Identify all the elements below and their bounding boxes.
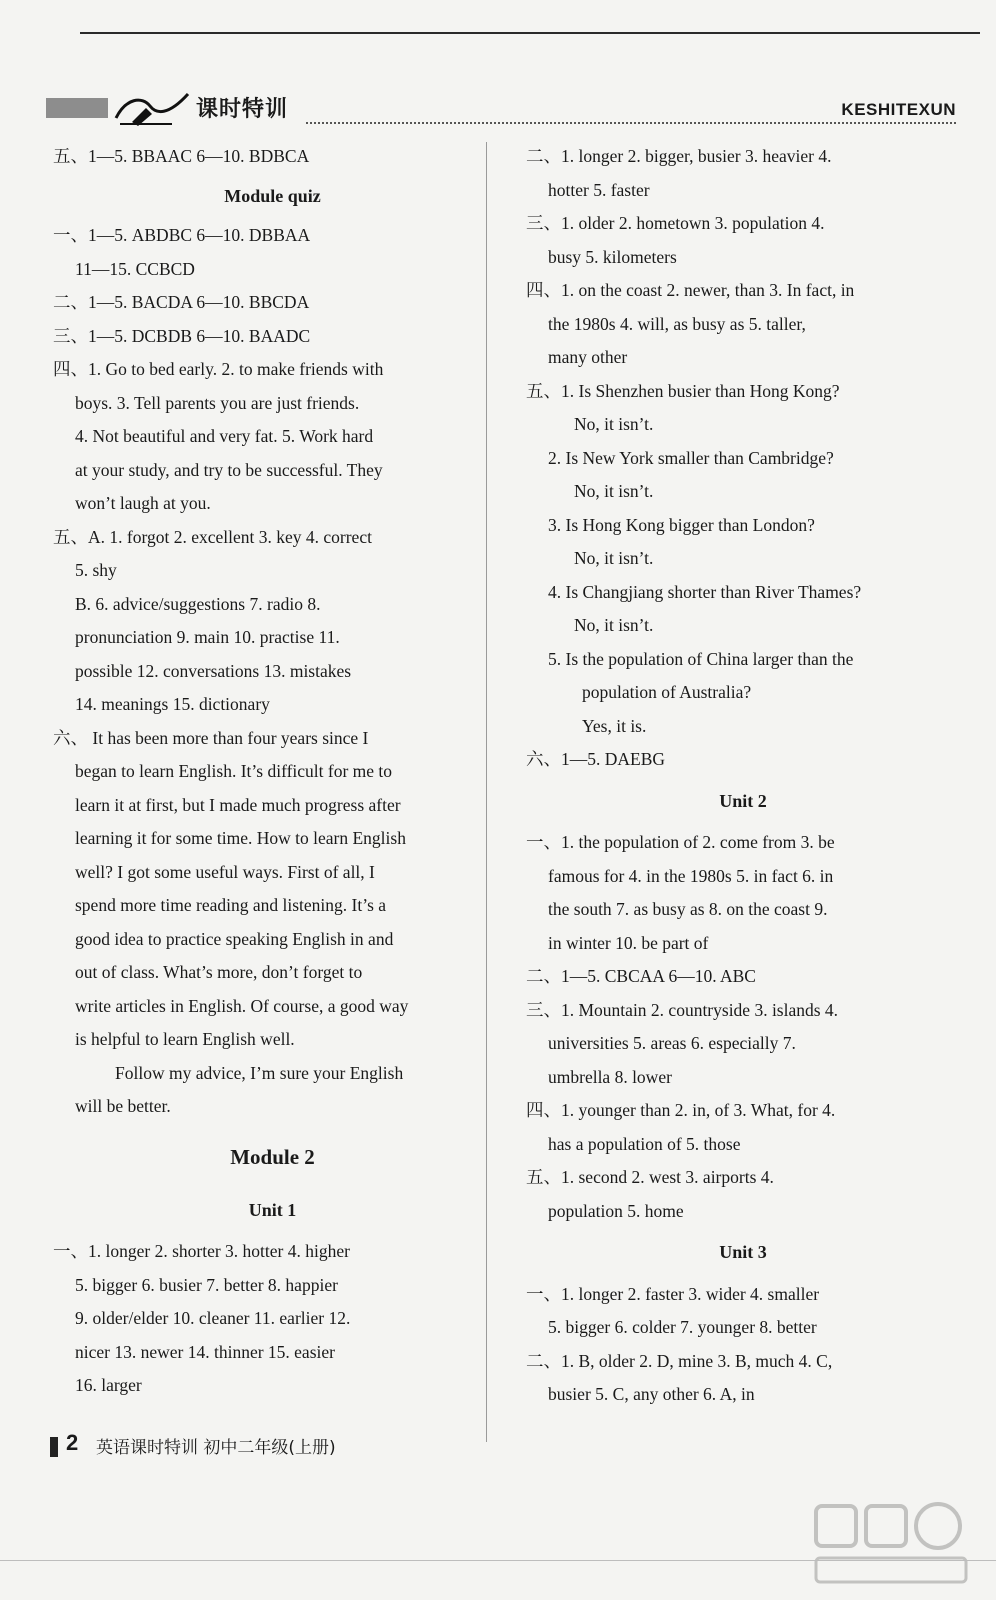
- top-rule: [80, 32, 980, 34]
- answer-line: 二、1. longer 2. bigger, busier 3. heavier 4.: [526, 146, 832, 166]
- essay-line: well? I got some useful ways. First of all, I: [75, 861, 375, 882]
- answer-line: 14. meanings 15. dictionary: [75, 694, 270, 714]
- answer-line: busier 5. C, any other 6. A, in: [548, 1384, 755, 1404]
- answer-line: umbrella 8. lower: [548, 1066, 672, 1087]
- answer-line: pronunciation 9. main 10. practise 11.: [75, 627, 340, 647]
- answer-line: hotter 5. faster: [548, 179, 650, 200]
- answer-line: many other: [548, 347, 628, 367]
- essay-line: learning it for some time. How to learn English: [75, 828, 406, 848]
- answer-line: No, it isn’t.: [574, 615, 654, 635]
- header-brand: KESHITEXUN: [841, 100, 956, 119]
- header-dotted-line: [306, 122, 956, 124]
- answer-line: 二、1—5. CBCAA 6—10. ABC: [526, 966, 756, 986]
- watermark-logo-icon: [812, 1500, 972, 1590]
- header-title: 课时特训: [196, 97, 289, 122]
- answer-line: famous for 4. in the 1980s 5. in fact 6. in: [548, 865, 834, 886]
- answer-line: the south 7. as busy as 8. on the coast 9.: [548, 899, 828, 919]
- essay-line: will be better.: [75, 1096, 171, 1116]
- answer-line: Yes, it is.: [582, 715, 647, 736]
- essay-line: write articles in English. Of course, a good way: [75, 995, 409, 1016]
- essay-line: 六、 It has been more than four years since I: [53, 727, 369, 748]
- bottom-rule: [0, 1560, 996, 1561]
- page-number: 2: [66, 1430, 79, 1455]
- page-header: [46, 86, 956, 130]
- essay-line: is helpful to learn English well.: [75, 1029, 295, 1049]
- answer-line: 5. bigger 6. colder 7. younger 8. better: [548, 1317, 817, 1337]
- answer-line: 三、1—5. DCBDB 6—10. BAADC: [53, 325, 311, 346]
- answer-line: 11—15. CCBCD: [75, 258, 195, 279]
- answer-line: 五、A. 1. forgot 2. excellent 3. key 4. correct: [53, 526, 372, 547]
- answer-line: 5. shy: [75, 560, 117, 580]
- answer-line: has a population of 5. those: [548, 1133, 741, 1154]
- answer-line: No, it isn’t.: [574, 481, 654, 501]
- answer-line: 四、1. younger than 2. in, of 3. What, for 4.: [526, 1100, 836, 1120]
- module-title: Module 2: [230, 1144, 315, 1169]
- answer-line: 六、1—5. DAEBG: [526, 749, 666, 769]
- footer-book-title: 英语课时特训 初中二年级(上册): [96, 1438, 336, 1458]
- answer-line: boys. 3. Tell parents you are just friends.: [75, 392, 360, 413]
- answer-line: 一、1. the population of 2. come from 3. be: [526, 832, 835, 852]
- essay-line: Follow my advice, I’m sure your English: [115, 1062, 404, 1083]
- essay-line: began to learn English. It’s difficult for me to: [75, 761, 393, 781]
- answer-line: 5. bigger 6. busier 7. better 8. happier: [75, 1274, 338, 1295]
- answer-line: 二、1. B, older 2. D, mine 3. B, much 4. C,: [526, 1350, 833, 1371]
- question-line: 2. Is New York smaller than Cambridge?: [548, 447, 834, 468]
- answer-line: 一、1. longer 2. faster 3. wider 4. smaller: [526, 1283, 820, 1304]
- question-line: 5. Is the population of China larger than the: [548, 648, 854, 669]
- answer-line: No, it isn’t.: [574, 548, 654, 568]
- answer-line: 四、1. on the coast 2. newer, than 3. In fact, in: [526, 280, 855, 300]
- answer-line: won’t laugh at you.: [75, 493, 211, 513]
- question-line: 五、1. Is Shenzhen busier than Hong Kong?: [526, 380, 840, 401]
- answer-line: 三、1. Mountain 2. countryside 3. islands 4.: [526, 999, 839, 1020]
- module-quiz-title: Module quiz: [224, 185, 321, 206]
- essay-line: spend more time reading and listening. It’s a: [75, 895, 387, 915]
- answer-line: 9. older/elder 10. cleaner 11. earlier 12.: [75, 1308, 351, 1328]
- answer-line: the 1980s 4. will, as busy as 5. taller,: [548, 313, 806, 334]
- answer-line: at your study, and try to be successful. They: [75, 459, 383, 480]
- essay-line: out of class. What’s more, don’t forget to: [75, 962, 363, 982]
- answer-line: busy 5. kilometers: [548, 246, 677, 267]
- answer-line: 一、1. longer 2. shorter 3. hotter 4. higher: [53, 1241, 350, 1261]
- answer-line: 二、1—5. BACDA 6—10. BBCDA: [53, 292, 310, 312]
- answer-line: universities 5. areas 6. especially 7.: [548, 1033, 796, 1053]
- answer-line: 4. Not beautiful and very fat. 5. Work hard: [75, 426, 374, 446]
- answer-line: 一、1—5. ABDBC 6—10. DBBAA: [53, 225, 311, 245]
- essay-line: good idea to practice speaking English in and: [75, 928, 394, 949]
- answer-line: 五、1. second 2. west 3. airports 4.: [526, 1167, 774, 1187]
- footer-bar: [50, 1437, 58, 1457]
- answer-line: 五、1—5. BBAAC 6—10. BDBCA: [53, 146, 310, 166]
- question-line: population of Australia?: [582, 682, 752, 702]
- right-column: [526, 140, 938, 1412]
- answer-line: nicer 13. newer 14. thinner 15. easier: [75, 1341, 335, 1362]
- answer-line: possible 12. conversations 13. mistakes: [75, 660, 352, 681]
- pen-logo-icon: [112, 88, 192, 128]
- question-line: 3. Is Hong Kong bigger than London?: [548, 514, 815, 535]
- page-footer: [50, 1430, 380, 1460]
- unit-title: Unit 2: [719, 790, 767, 811]
- answer-line: 四、1. Go to bed early. 2. to make friends with: [53, 359, 384, 379]
- header-gray-block: [46, 98, 108, 118]
- answer-line: population 5. home: [548, 1200, 684, 1221]
- answer-line: B. 6. advice/suggestions 7. radio 8.: [75, 593, 321, 614]
- essay-line: learn it at first, but I made much progress after: [75, 794, 401, 815]
- left-column: [53, 140, 470, 1403]
- answer-line: 三、1. older 2. hometown 3. population 4.: [526, 213, 825, 233]
- answer-line: No, it isn’t.: [574, 414, 654, 434]
- answer-line: 16. larger: [75, 1375, 142, 1395]
- answer-line: in winter 10. be part of: [548, 932, 709, 953]
- column-divider: [486, 142, 487, 1442]
- unit-title: Unit 3: [719, 1242, 767, 1262]
- question-line: 4. Is Changjiang shorter than River Thames?: [548, 581, 862, 602]
- unit-title: Unit 1: [248, 1199, 297, 1220]
